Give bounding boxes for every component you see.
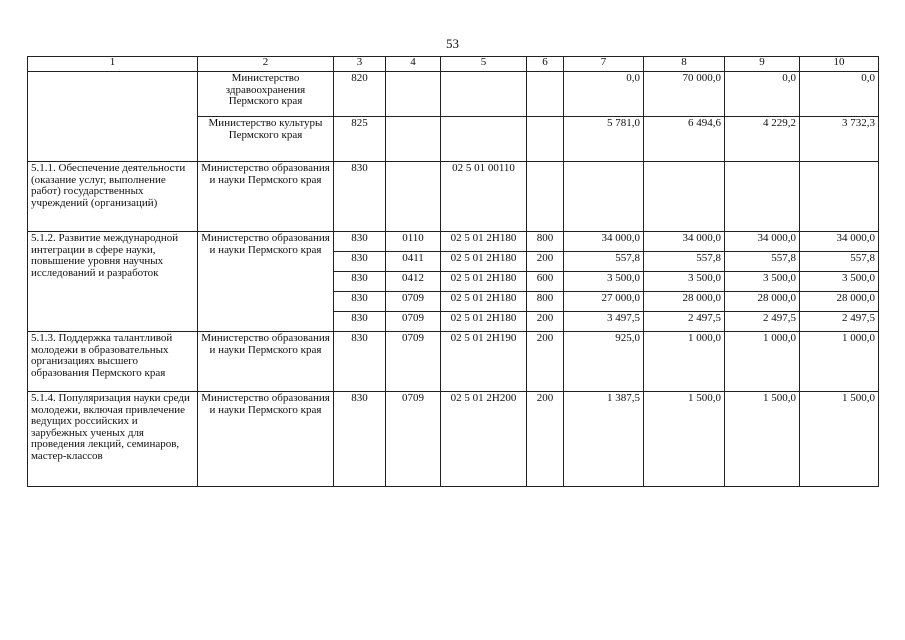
amount-cell: 557,8	[725, 252, 800, 272]
header-cell: 3	[334, 57, 386, 72]
table-row	[28, 392, 879, 487]
table-row	[28, 232, 879, 252]
amount-cell: 2 497,5	[800, 312, 879, 332]
amount-cell: 1 500,0	[644, 392, 725, 487]
header-cell: 2	[198, 57, 334, 72]
amount-cell: 557,8	[800, 252, 879, 272]
amount-cell: 28 000,0	[644, 292, 725, 312]
table-row	[28, 72, 879, 117]
expense-type-cell: 600	[527, 272, 564, 292]
ministry-cell: Министерство образования и науки Пермского края	[198, 232, 334, 332]
section-code-cell: 0709	[386, 312, 441, 332]
target-article-cell: 02 5 01 2Н180	[441, 272, 527, 292]
activity-cell: 5.1.3. Поддержка талантливой молодежи в образовательных организациях высшего образования Пермского края	[28, 332, 198, 392]
amount-cell	[564, 162, 644, 232]
amount-cell: 0,0	[564, 72, 644, 117]
header-cell: 7	[564, 57, 644, 72]
amount-cell: 2 497,5	[644, 312, 725, 332]
ministry-cell: Министерство культуры Пермского края	[198, 117, 334, 162]
section-code-cell	[386, 162, 441, 232]
ministry-code-cell: 820	[334, 72, 386, 117]
section-code-cell: 0411	[386, 252, 441, 272]
amount-cell: 3 497,5	[564, 312, 644, 332]
amount-cell: 1 500,0	[800, 392, 879, 487]
activity-cell	[28, 72, 198, 162]
ministry-code-cell: 830	[334, 392, 386, 487]
section-code-cell: 0709	[386, 332, 441, 392]
amount-cell: 70 000,0	[644, 72, 725, 117]
amount-cell: 1 000,0	[644, 332, 725, 392]
expense-type-cell: 200	[527, 332, 564, 392]
ministry-cell: Министерство образования и науки Пермского края	[198, 392, 334, 487]
amount-cell: 557,8	[644, 252, 725, 272]
ministry-code-cell: 830	[334, 162, 386, 232]
ministry-code-cell: 830	[334, 312, 386, 332]
table-row	[28, 332, 879, 392]
amount-cell: 1 500,0	[725, 392, 800, 487]
header-cell: 4	[386, 57, 441, 72]
target-article-cell: 02 5 01 00110	[441, 162, 527, 232]
section-code-cell: 0709	[386, 392, 441, 487]
ministry-code-cell: 830	[334, 232, 386, 252]
target-article-cell: 02 5 01 2Н190	[441, 332, 527, 392]
amount-cell: 28 000,0	[800, 292, 879, 312]
expense-type-cell: 200	[527, 392, 564, 487]
amount-cell: 1 387,5	[564, 392, 644, 487]
target-article-cell: 02 5 01 2Н180	[441, 292, 527, 312]
target-article-cell: 02 5 01 2Н200	[441, 392, 527, 487]
ministry-code-cell: 830	[334, 332, 386, 392]
amount-cell: 5 781,0	[564, 117, 644, 162]
amount-cell: 925,0	[564, 332, 644, 392]
header-cell: 6	[527, 57, 564, 72]
header-cell: 9	[725, 57, 800, 72]
amount-cell: 34 000,0	[644, 232, 725, 252]
amount-cell: 557,8	[564, 252, 644, 272]
expense-type-cell: 800	[527, 232, 564, 252]
amount-cell: 34 000,0	[564, 232, 644, 252]
amount-cell: 3 500,0	[564, 272, 644, 292]
amount-cell: 1 000,0	[800, 332, 879, 392]
budget-table	[27, 56, 879, 487]
target-article-cell	[441, 72, 527, 117]
activity-cell: 5.1.4. Популяризация науки среди молодежи, включая привлечение ведущих российских и зарубежных ученых для проведения лекций, семинаров, мастер-классов	[28, 392, 198, 487]
header-cell: 8	[644, 57, 725, 72]
table-row	[28, 162, 879, 232]
ministry-cell: Министерство образования и науки Пермского края	[198, 162, 334, 232]
amount-cell: 34 000,0	[725, 232, 800, 252]
section-code-cell	[386, 117, 441, 162]
ministry-code-cell: 830	[334, 252, 386, 272]
section-code-cell: 0110	[386, 232, 441, 252]
expense-type-cell: 200	[527, 252, 564, 272]
ministry-cell: Министерство здравоохранения Пермского края	[198, 72, 334, 117]
section-code-cell: 0709	[386, 292, 441, 312]
amount-cell: 3 500,0	[800, 272, 879, 292]
activity-cell: 5.1.2. Развитие международной интеграции в сфере науки, повышение уровня научных исследований и разработок	[28, 232, 198, 332]
amount-cell: 4 229,2	[725, 117, 800, 162]
amount-cell: 3 732,3	[800, 117, 879, 162]
section-code-cell	[386, 72, 441, 117]
ministry-code-cell: 825	[334, 117, 386, 162]
header-row	[28, 57, 879, 72]
ministry-code-cell: 830	[334, 272, 386, 292]
expense-type-cell	[527, 72, 564, 117]
target-article-cell: 02 5 01 2Н180	[441, 232, 527, 252]
amount-cell: 6 494,6	[644, 117, 725, 162]
amount-cell	[725, 162, 800, 232]
page-number: 53	[446, 36, 459, 51]
amount-cell: 3 500,0	[644, 272, 725, 292]
amount-cell: 0,0	[725, 72, 800, 117]
activity-cell: 5.1.1. Обеспечение деятельности (оказание услуг, выполнение работ) государственных учреждений (организаций)	[28, 162, 198, 232]
target-article-cell: 02 5 01 2Н180	[441, 252, 527, 272]
header-cell: 5	[441, 57, 527, 72]
amount-cell: 2 497,5	[725, 312, 800, 332]
ministry-code-cell: 830	[334, 292, 386, 312]
amount-cell: 0,0	[800, 72, 879, 117]
expense-type-cell: 800	[527, 292, 564, 312]
amount-cell: 1 000,0	[725, 332, 800, 392]
section-code-cell: 0412	[386, 272, 441, 292]
amount-cell	[644, 162, 725, 232]
expense-type-cell	[527, 162, 564, 232]
target-article-cell	[441, 117, 527, 162]
amount-cell: 27 000,0	[564, 292, 644, 312]
ministry-cell: Министерство образования и науки Пермского края	[198, 332, 334, 392]
amount-cell: 28 000,0	[725, 292, 800, 312]
expense-type-cell	[527, 117, 564, 162]
amount-cell: 34 000,0	[800, 232, 879, 252]
header-cell: 10	[800, 57, 879, 72]
amount-cell	[800, 162, 879, 232]
header-cell: 1	[28, 57, 198, 72]
expense-type-cell: 200	[527, 312, 564, 332]
amount-cell: 3 500,0	[725, 272, 800, 292]
target-article-cell: 02 5 01 2Н180	[441, 312, 527, 332]
